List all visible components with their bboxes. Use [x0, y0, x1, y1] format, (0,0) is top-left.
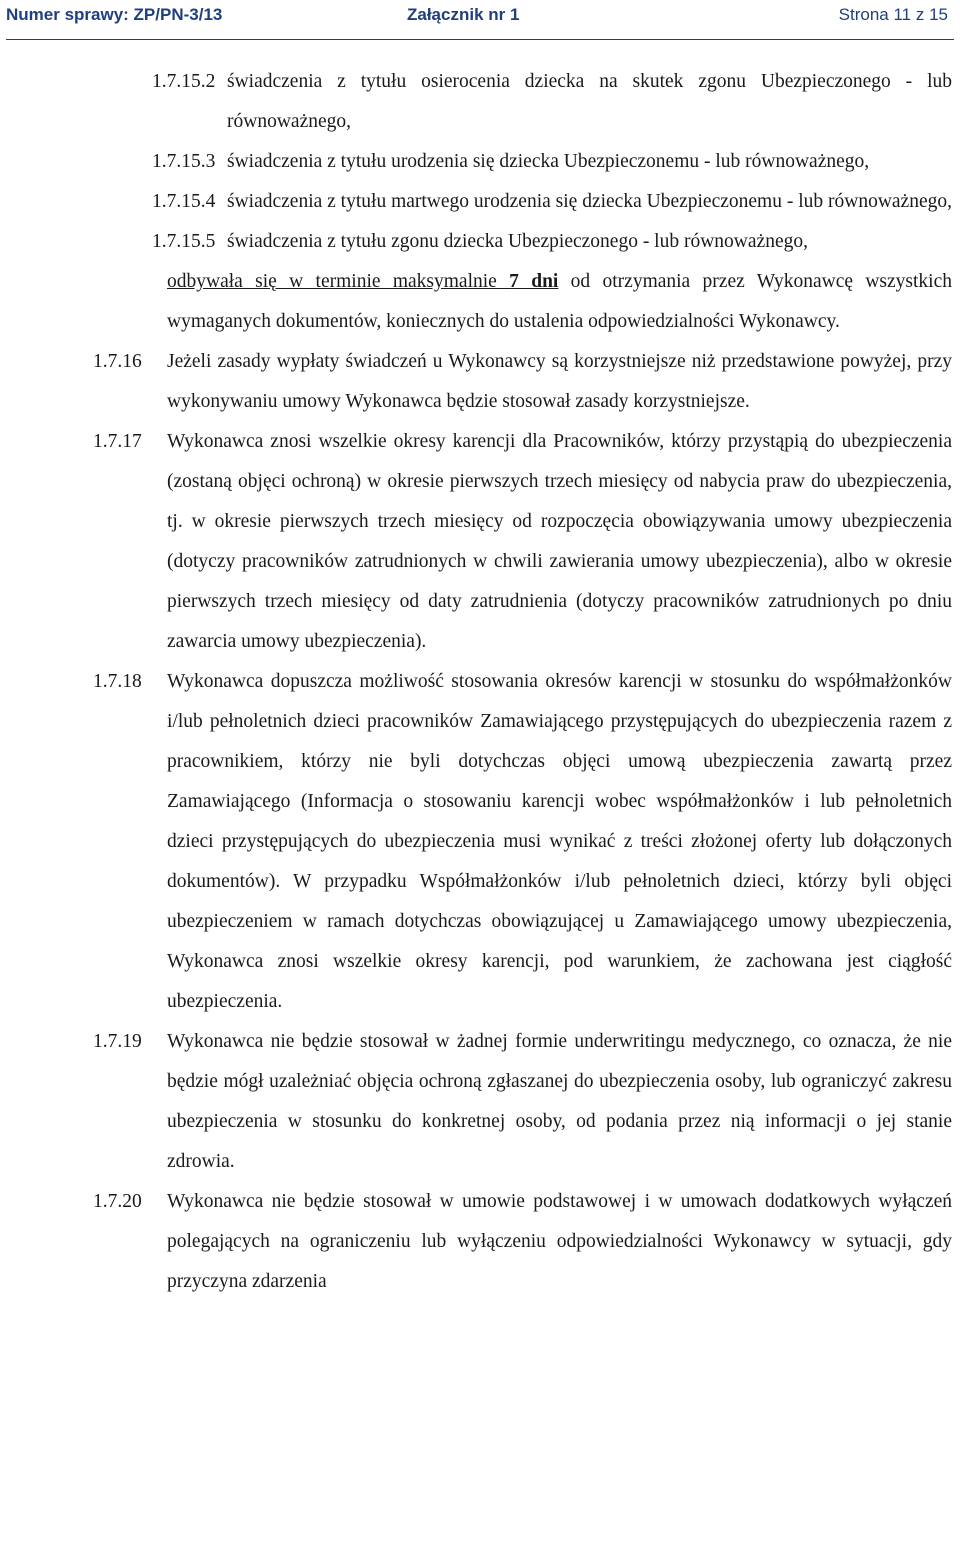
item-number: 1.7.18 [93, 671, 142, 692]
continuation-rest: od otrzymania przez Wykonawcę wszystkich wymaganych dokumentów, koniecznych do ustalenia odpowiedzialności Wykonawcy. [167, 271, 952, 332]
underlined-run: odbywała się w terminie maksymalnie [167, 271, 510, 292]
subitem-text: świadczenia z tytułu zgonu dziecka Ubezpieczonego - lub równoważnego, [227, 231, 808, 252]
subitem-text: świadczenia z tytułu martwego urodzenia się dziecka Ubezpieczonemu - lub równoważnego, [227, 191, 952, 212]
case-number: Numer sprawy: ZP/PN-3/13 [6, 5, 223, 24]
continuation-text [167, 262, 952, 342]
item-number: 1.7.19 [93, 1031, 142, 1052]
item-text: Wykonawca dopuszcza możliwość stosowania okresów karencji w stosunku do współmałżonków i/lub pełnoletnich dzieci pracowników Zamawiającego przystępujących do ubezpieczenia razem z pracownikiem, którzy nie byli dotychczas objęci umową ubezpieczenia zawartą przez Zamawiającego (Informacja o stosowaniu karencji wobec współmałżonków i lub pełnoletnich dzieci przystępujących do ubezpieczenia musi wynikać z treści złożonej oferty lub dołączonych dokumentów). W przypadku Współmałżonków i/lub pełnoletnich dzieci, którzy byli objęci ubezpieczeniem w ramach dotychczas obowiązującej u Zamawiającego umowy ubezpieczenia, Wykonawca znosi wszelkie okresy karencji, pod warunkiem, że zachowana jest ciągłość ubezpieczenia. [167, 671, 952, 1012]
underlined-text [167, 271, 558, 292]
subitem-1-7-15-3 [0, 142, 960, 182]
continuation-paragraph [0, 262, 960, 342]
item-1-7-17 [0, 422, 960, 662]
subitem-number: 1.7.15.3 [152, 151, 216, 172]
attachment-label: Załącznik nr 1 [407, 5, 520, 24]
item-number: 1.7.17 [93, 431, 142, 452]
item-text: Wykonawca znosi wszelkie okresy karencji dla Pracowników, którzy przystąpią do ubezpieczenia (zostaną objęci ochroną) w okresie pierwszych trzech miesięcy od nabycia praw do ubezpieczenia, tj. w okresie pierwszych trzech miesięcy od rozpoczęcia obowiązywania umowy ubezpieczenia (dotyczy pracowników zatrudnionych w chwili zawierania umowy ubezpieczenia), albo w okresie pierwszych trzech miesięcy od daty zatrudnienia (dotyczy pracowników zatrudnionych po dniu zawarcia umowy ubezpieczenia). [167, 431, 952, 652]
item-1-7-18 [0, 662, 960, 1022]
document-body [0, 62, 960, 1302]
item-text: Wykonawca nie będzie stosował w umowie podstawowej i w umowach dodatkowych wyłączeń polegających na ograniczeniu lub wyłączeniu odpowiedzialności Wykonawcy w sytuacji, gdy przyczyna zdarzenia [167, 1191, 952, 1292]
header-divider [6, 39, 954, 40]
item-text: Wykonawca nie będzie stosował w żadnej formie underwritingu medycznego, co oznacza, że nie będzie mógł uzależniać objęcia ochroną zgłaszanej do ubezpieczenia osoby, lub ograniczyć zakresu ubezpieczenia w stosunku do konkretnej osoby, od podania przez nią informacji o jej stanie zdrowia. [167, 1031, 952, 1172]
item-text: Jeżeli zasady wypłaty świadczeń u Wykonawcy są korzystniejsze niż przedstawione powyżej, przy wykonywaniu umowy Wykonawca będzie stosował zasady korzystniejsze. [167, 351, 952, 412]
item-1-7-16 [0, 342, 960, 422]
subitem-1-7-15-5 [0, 222, 960, 262]
item-number: 1.7.16 [93, 351, 142, 372]
item-1-7-20 [0, 1182, 960, 1302]
item-1-7-19 [0, 1022, 960, 1182]
subitem-number: 1.7.15.2 [152, 71, 216, 92]
deadline-days: 7 dni [509, 271, 559, 292]
subitem-1-7-15-4 [0, 182, 960, 222]
subitem-text: świadczenia z tytułu osierocenia dziecka na skutek zgonu Ubezpieczonego - lub równoważnego, [227, 71, 952, 132]
subitem-1-7-15-2 [0, 62, 960, 142]
item-number: 1.7.20 [93, 1191, 142, 1212]
subitem-number: 1.7.15.4 [152, 191, 216, 212]
page-header [0, 0, 960, 40]
subitem-text: świadczenia z tytułu urodzenia się dziecka Ubezpieczonemu - lub równoważnego, [227, 151, 870, 172]
subitem-number: 1.7.15.5 [152, 231, 216, 252]
page-number: Strona 11 z 15 [838, 5, 948, 24]
